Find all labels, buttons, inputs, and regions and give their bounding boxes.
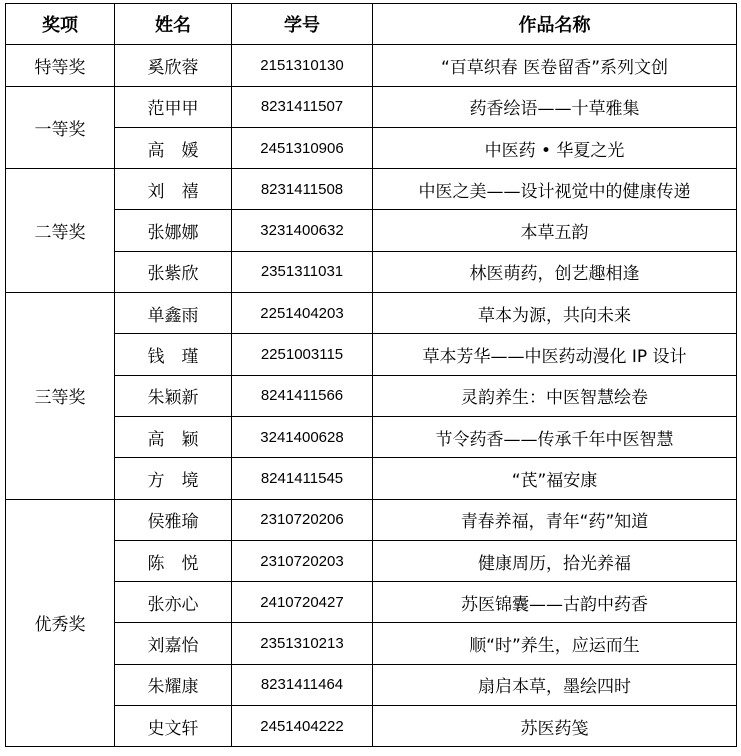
student-id-cell: 3241400628	[232, 416, 373, 457]
table-row	[6, 582, 737, 623]
student-id-cell: 2351311031	[232, 251, 373, 292]
work-title-cell: 本草五韵	[373, 210, 737, 251]
student-id-cell: 2310720203	[232, 540, 373, 581]
header-student-id: 学号	[232, 4, 373, 45]
name-cell: 方 境	[115, 458, 232, 499]
table-row	[6, 169, 737, 210]
student-id-cell: 2451404222	[232, 706, 373, 747]
table-row	[6, 623, 737, 664]
student-id-cell: 8231411508	[232, 169, 373, 210]
awards-table-body	[6, 45, 737, 747]
student-id-cell: 2451310906	[232, 127, 373, 168]
award-cell: 二等奖	[6, 169, 115, 293]
work-title-cell: 扇启本草，墨绘四时	[373, 664, 737, 705]
student-id-cell: 2310720206	[232, 499, 373, 540]
name-cell: 张紫欣	[115, 251, 232, 292]
header-award: 奖项	[6, 4, 115, 45]
table-row	[6, 45, 737, 86]
work-title-cell: 苏医药笺	[373, 706, 737, 747]
work-title-cell: 青春养福，青年“药”知道	[373, 499, 737, 540]
table-row	[6, 293, 737, 334]
student-id-cell: 3231400632	[232, 210, 373, 251]
student-id-cell: 2351310213	[232, 623, 373, 664]
student-id-cell: 8241411566	[232, 375, 373, 416]
table-row	[6, 86, 737, 127]
award-cell: 一等奖	[6, 86, 115, 169]
work-title-cell: 中医之美——设计视觉中的健康传递	[373, 169, 737, 210]
name-cell: 侯雅瑜	[115, 499, 232, 540]
table-row	[6, 664, 737, 705]
student-id-cell: 2410720427	[232, 582, 373, 623]
table-row	[6, 540, 737, 581]
name-cell: 刘 禧	[115, 169, 232, 210]
work-title-cell: “芪”福安康	[373, 458, 737, 499]
student-id-cell: 2251003115	[232, 334, 373, 375]
name-cell: 范甲甲	[115, 86, 232, 127]
student-id-cell: 8231411507	[232, 86, 373, 127]
name-cell: 史文轩	[115, 706, 232, 747]
table-row	[6, 416, 737, 457]
table-row	[6, 499, 737, 540]
work-title-cell: 林医萌药，创艺趣相逢	[373, 251, 737, 292]
header-name: 姓名	[115, 4, 232, 45]
work-title-cell: 节令药香——传承千年中医智慧	[373, 416, 737, 457]
table-row	[6, 251, 737, 292]
name-cell: 奚欣蓉	[115, 45, 232, 86]
name-cell: 高 颖	[115, 416, 232, 457]
table-row	[6, 458, 737, 499]
name-cell: 高 媛	[115, 127, 232, 168]
work-title-cell: 药香绘语——十草雅集	[373, 86, 737, 127]
table-row	[6, 706, 737, 747]
name-cell: 钱 瑾	[115, 334, 232, 375]
student-id-cell: 8231411464	[232, 664, 373, 705]
name-cell: 张娜娜	[115, 210, 232, 251]
name-cell: 朱颖新	[115, 375, 232, 416]
table-row	[6, 210, 737, 251]
award-cell: 优秀奖	[6, 499, 115, 747]
table-row	[6, 375, 737, 416]
name-cell: 陈 悦	[115, 540, 232, 581]
table-row	[6, 127, 737, 168]
header-row	[6, 4, 737, 45]
award-cell: 三等奖	[6, 293, 115, 499]
table-row	[6, 334, 737, 375]
name-cell: 张亦心	[115, 582, 232, 623]
work-title-cell: 灵韵养生：中医智慧绘卷	[373, 375, 737, 416]
student-id-cell: 8241411545	[232, 458, 373, 499]
work-title-cell: 中医药 • 华夏之光	[373, 127, 737, 168]
work-title-cell: 健康周历，拾光养福	[373, 540, 737, 581]
work-title-cell: 草本芳华——中医药动漫化 IP 设计	[373, 334, 737, 375]
award-cell: 特等奖	[6, 45, 115, 86]
table-header	[6, 4, 737, 45]
work-title-cell: 草本为源，共向未来	[373, 293, 737, 334]
student-id-cell: 2251404203	[232, 293, 373, 334]
name-cell: 朱耀康	[115, 664, 232, 705]
work-title-cell: 顺“时”养生，应运而生	[373, 623, 737, 664]
work-title-cell: 苏医锦囊——古韵中药香	[373, 582, 737, 623]
name-cell: 单鑫雨	[115, 293, 232, 334]
awards-table	[5, 3, 737, 747]
student-id-cell: 2151310130	[232, 45, 373, 86]
name-cell: 刘嘉怡	[115, 623, 232, 664]
header-work-title: 作品名称	[373, 4, 737, 45]
work-title-cell: “百草织春 医卷留香”系列文创	[373, 45, 737, 86]
